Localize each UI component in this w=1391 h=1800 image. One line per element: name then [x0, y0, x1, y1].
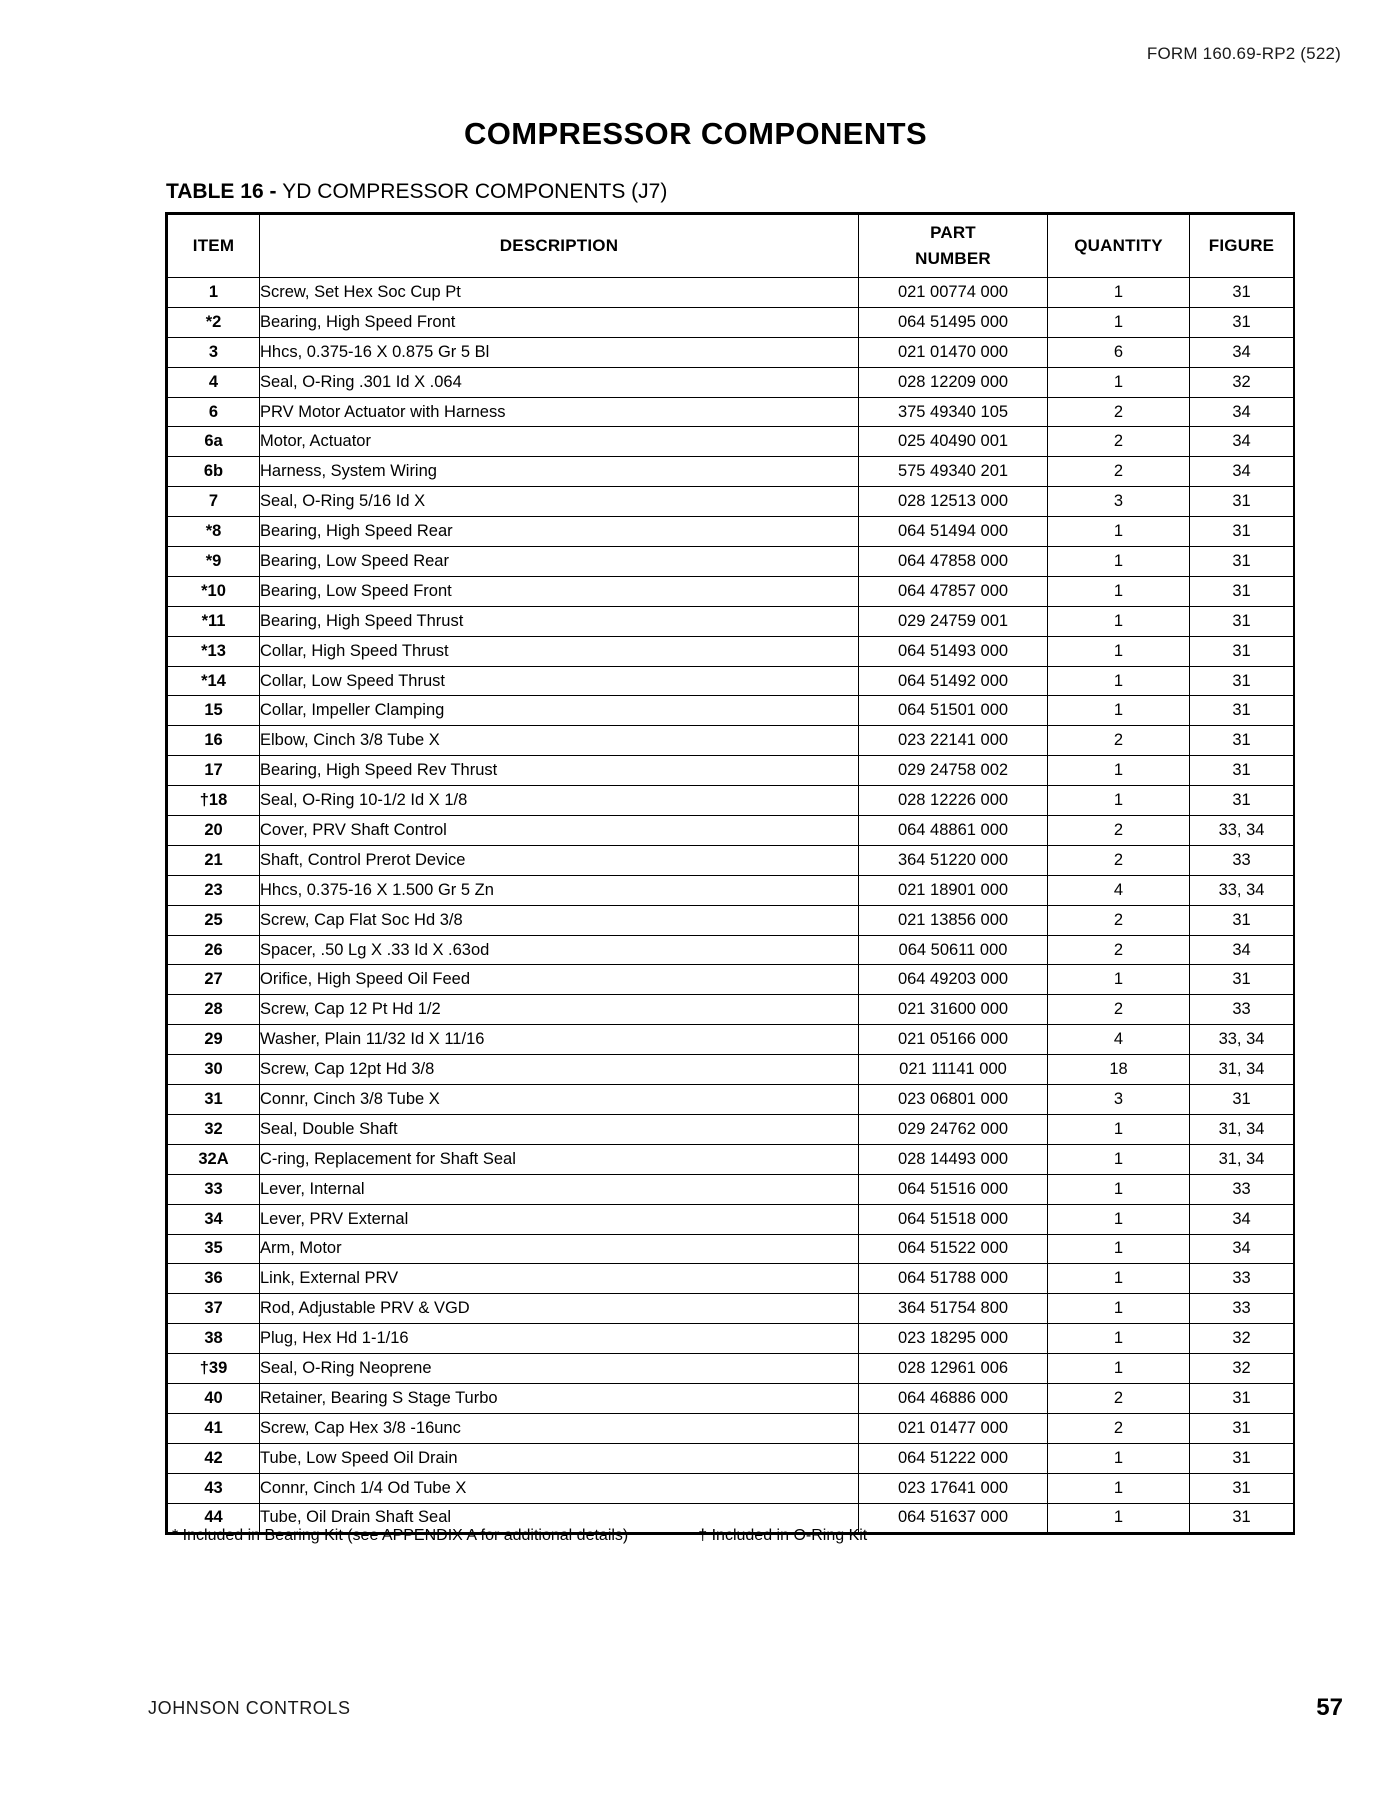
cell-figure: 31: [1190, 666, 1294, 696]
cell-part-number: 028 12513 000: [859, 487, 1048, 517]
cell-figure: 31: [1190, 905, 1294, 935]
column-header-item: ITEM: [168, 215, 260, 278]
cell-figure: 32: [1190, 1354, 1294, 1384]
cell-quantity: 1: [1048, 1264, 1190, 1294]
cell-part-number: 364 51220 000: [859, 845, 1048, 875]
cell-description: PRV Motor Actuator with Harness: [260, 397, 859, 427]
table-row: [168, 547, 1294, 577]
cell-item: *9: [168, 547, 260, 577]
cell-quantity: 1: [1048, 786, 1190, 816]
cell-item: 41: [168, 1413, 260, 1443]
cell-figure: 33, 34: [1190, 875, 1294, 905]
table-row: [168, 1264, 1294, 1294]
table-row: [168, 905, 1294, 935]
table-row: [168, 636, 1294, 666]
cell-quantity: 2: [1048, 397, 1190, 427]
cell-quantity: 1: [1048, 278, 1190, 308]
cell-figure: 31: [1190, 547, 1294, 577]
cell-figure: 31, 34: [1190, 1114, 1294, 1144]
cell-part-number: 021 18901 000: [859, 875, 1048, 905]
cell-figure: 31: [1190, 517, 1294, 547]
cell-item: 32: [168, 1114, 260, 1144]
cell-item: 6a: [168, 427, 260, 457]
document-footer: [0, 1694, 1391, 1728]
cell-item: 17: [168, 756, 260, 786]
cell-quantity: 2: [1048, 726, 1190, 756]
cell-quantity: 18: [1048, 1055, 1190, 1085]
cell-part-number: 029 24758 002: [859, 756, 1048, 786]
cell-figure: 34: [1190, 427, 1294, 457]
cell-quantity: 1: [1048, 547, 1190, 577]
cell-description: Screw, Set Hex Soc Cup Pt: [260, 278, 859, 308]
table-row: [168, 427, 1294, 457]
table-row: [168, 606, 1294, 636]
cell-quantity: 1: [1048, 965, 1190, 995]
cell-quantity: 1: [1048, 1324, 1190, 1354]
footnote-bearing-kit: * Included in Bearing Kit (see APPENDIX A for additional details): [172, 1527, 629, 1544]
cell-description: Seal, O-Ring 5/16 Id X: [260, 487, 859, 517]
cell-item: 25: [168, 905, 260, 935]
table-row: [168, 278, 1294, 308]
cell-item: †18: [168, 786, 260, 816]
cell-item: †39: [168, 1354, 260, 1384]
cell-quantity: 6: [1048, 337, 1190, 367]
cell-quantity: 1: [1048, 1174, 1190, 1204]
cell-item: 27: [168, 965, 260, 995]
cell-description: Screw, Cap Hex 3/8 -16unc: [260, 1413, 859, 1443]
cell-description: Hhcs, 0.375-16 X 0.875 Gr 5 Bl: [260, 337, 859, 367]
cell-description: Connr, Cinch 3/8 Tube X: [260, 1085, 859, 1115]
cell-quantity: 1: [1048, 1114, 1190, 1144]
column-header-part-line1: PART: [930, 222, 976, 242]
cell-part-number: 028 14493 000: [859, 1144, 1048, 1174]
cell-quantity: 2: [1048, 1413, 1190, 1443]
cell-part-number: 375 49340 105: [859, 397, 1048, 427]
cell-part-number: 021 01477 000: [859, 1413, 1048, 1443]
table-row: [168, 696, 1294, 726]
cell-figure: 33, 34: [1190, 816, 1294, 846]
cell-quantity: 1: [1048, 1503, 1190, 1533]
table-row: [168, 875, 1294, 905]
cell-quantity: 2: [1048, 905, 1190, 935]
table-row: [168, 576, 1294, 606]
cell-description: Bearing, High Speed Thrust: [260, 606, 859, 636]
cell-part-number: 025 40490 001: [859, 427, 1048, 457]
footer-brand: JOHNSON CONTROLS: [148, 1698, 351, 1718]
cell-description: Elbow, Cinch 3/8 Tube X: [260, 726, 859, 756]
cell-quantity: 1: [1048, 1443, 1190, 1473]
cell-description: Retainer, Bearing S Stage Turbo: [260, 1383, 859, 1413]
cell-figure: 33: [1190, 1294, 1294, 1324]
cell-part-number: 064 51518 000: [859, 1204, 1048, 1234]
cell-figure: 31: [1190, 307, 1294, 337]
table-row: [168, 995, 1294, 1025]
cell-quantity: 1: [1048, 756, 1190, 786]
cell-part-number: 064 51788 000: [859, 1264, 1048, 1294]
cell-quantity: 2: [1048, 816, 1190, 846]
cell-item: 36: [168, 1264, 260, 1294]
column-header-quantity: QUANTITY: [1048, 215, 1190, 278]
cell-quantity: 2: [1048, 1383, 1190, 1413]
cell-figure: 31: [1190, 1503, 1294, 1533]
table-row: [168, 756, 1294, 786]
cell-part-number: 064 51493 000: [859, 636, 1048, 666]
cell-quantity: 1: [1048, 517, 1190, 547]
table-row: [168, 1085, 1294, 1115]
cell-quantity: 3: [1048, 487, 1190, 517]
cell-description: Shaft, Control Prerot Device: [260, 845, 859, 875]
cell-description: Lever, PRV External: [260, 1204, 859, 1234]
cell-figure: 34: [1190, 1234, 1294, 1264]
cell-figure: 31: [1190, 1443, 1294, 1473]
cell-quantity: 1: [1048, 696, 1190, 726]
cell-figure: 31: [1190, 1085, 1294, 1115]
cell-part-number: 023 17641 000: [859, 1473, 1048, 1503]
table-row: [168, 307, 1294, 337]
cell-figure: 31: [1190, 1473, 1294, 1503]
cell-description: Connr, Cinch 1/4 Od Tube X: [260, 1473, 859, 1503]
cell-description: Bearing, Low Speed Rear: [260, 547, 859, 577]
cell-part-number: 064 46886 000: [859, 1383, 1048, 1413]
table-row: [168, 397, 1294, 427]
cell-quantity: 2: [1048, 935, 1190, 965]
page-title: COMPRESSOR COMPONENTS: [463, 116, 928, 151]
cell-item: 33: [168, 1174, 260, 1204]
table-row: [168, 845, 1294, 875]
table-row: [168, 1234, 1294, 1264]
cell-description: Tube, Low Speed Oil Drain: [260, 1443, 859, 1473]
cell-figure: 33: [1190, 995, 1294, 1025]
cell-figure: 33: [1190, 845, 1294, 875]
cell-figure: 31, 34: [1190, 1055, 1294, 1085]
cell-item: 4: [168, 367, 260, 397]
cell-item: 32A: [168, 1144, 260, 1174]
cell-part-number: 064 50611 000: [859, 935, 1048, 965]
cell-description: Screw, Cap 12 Pt Hd 1/2: [260, 995, 859, 1025]
table-row: [168, 517, 1294, 547]
cell-item: 23: [168, 875, 260, 905]
cell-part-number: 029 24759 001: [859, 606, 1048, 636]
cell-part-number: 028 12961 006: [859, 1354, 1048, 1384]
cell-item: 31: [168, 1085, 260, 1115]
table-row: [168, 487, 1294, 517]
cell-item: 26: [168, 935, 260, 965]
cell-quantity: 1: [1048, 1294, 1190, 1324]
cell-item: *11: [168, 606, 260, 636]
footnotes: [172, 1527, 1292, 1545]
cell-part-number: 023 22141 000: [859, 726, 1048, 756]
cell-figure: 31: [1190, 1413, 1294, 1443]
cell-description: Arm, Motor: [260, 1234, 859, 1264]
cell-quantity: 1: [1048, 1473, 1190, 1503]
cell-item: *14: [168, 666, 260, 696]
cell-figure: 31: [1190, 487, 1294, 517]
cell-part-number: 064 49203 000: [859, 965, 1048, 995]
cell-part-number: 021 05166 000: [859, 1025, 1048, 1055]
cell-item: 44: [168, 1503, 260, 1533]
cell-quantity: 2: [1048, 457, 1190, 487]
cell-part-number: 021 00774 000: [859, 278, 1048, 308]
cell-description: Motor, Actuator: [260, 427, 859, 457]
cell-part-number: 364 51754 800: [859, 1294, 1048, 1324]
cell-description: Lever, Internal: [260, 1174, 859, 1204]
cell-description: Collar, Impeller Clamping: [260, 696, 859, 726]
cell-quantity: 1: [1048, 367, 1190, 397]
cell-description: Seal, O-Ring .301 Id X .064: [260, 367, 859, 397]
table-row: [168, 1383, 1294, 1413]
table-row: [168, 457, 1294, 487]
table-caption-text: YD COMPRESSOR COMPONENTS (J7): [282, 180, 668, 203]
cell-figure: 31: [1190, 726, 1294, 756]
cell-quantity: 4: [1048, 1025, 1190, 1055]
cell-quantity: 1: [1048, 576, 1190, 606]
cell-part-number: 021 11141 000: [859, 1055, 1048, 1085]
parts-table-body: [168, 278, 1294, 1533]
table-row: [168, 1144, 1294, 1174]
cell-figure: 34: [1190, 457, 1294, 487]
cell-description: Collar, High Speed Thrust: [260, 636, 859, 666]
cell-part-number: 064 51222 000: [859, 1443, 1048, 1473]
cell-item: 30: [168, 1055, 260, 1085]
cell-part-number: 064 51501 000: [859, 696, 1048, 726]
cell-figure: 34: [1190, 337, 1294, 367]
cell-figure: 31: [1190, 1383, 1294, 1413]
cell-item: *10: [168, 576, 260, 606]
cell-quantity: 2: [1048, 845, 1190, 875]
cell-description: Plug, Hex Hd 1-1/16: [260, 1324, 859, 1354]
cell-item: 43: [168, 1473, 260, 1503]
cell-figure: 34: [1190, 935, 1294, 965]
table-row: [168, 1443, 1294, 1473]
cell-item: *2: [168, 307, 260, 337]
table-header-row: [168, 215, 1294, 278]
table-row: [168, 1204, 1294, 1234]
cell-part-number: 023 18295 000: [859, 1324, 1048, 1354]
cell-description: Link, External PRV: [260, 1264, 859, 1294]
table-row: [168, 1473, 1294, 1503]
table-row: [168, 1114, 1294, 1144]
cell-figure: 34: [1190, 397, 1294, 427]
cell-item: 37: [168, 1294, 260, 1324]
cell-description: Collar, Low Speed Thrust: [260, 666, 859, 696]
table-row: [168, 1324, 1294, 1354]
cell-quantity: 1: [1048, 1204, 1190, 1234]
cell-part-number: 064 51492 000: [859, 666, 1048, 696]
cell-part-number: 021 01470 000: [859, 337, 1048, 367]
cell-item: *13: [168, 636, 260, 666]
cell-part-number: 064 47857 000: [859, 576, 1048, 606]
cell-part-number: 064 51516 000: [859, 1174, 1048, 1204]
cell-item: 7: [168, 487, 260, 517]
cell-quantity: 1: [1048, 1234, 1190, 1264]
table-row: [168, 786, 1294, 816]
cell-description: Hhcs, 0.375-16 X 1.500 Gr 5 Zn: [260, 875, 859, 905]
form-code-header: FORM 160.69-RP2 (522): [1146, 44, 1341, 63]
cell-figure: 32: [1190, 1324, 1294, 1354]
cell-quantity: 3: [1048, 1085, 1190, 1115]
cell-description: Seal, Double Shaft: [260, 1114, 859, 1144]
cell-quantity: 1: [1048, 606, 1190, 636]
cell-quantity: 1: [1048, 307, 1190, 337]
cell-part-number: 064 51637 000: [859, 1503, 1048, 1533]
table-row: [168, 965, 1294, 995]
cell-part-number: 064 47858 000: [859, 547, 1048, 577]
cell-description: Bearing, High Speed Front: [260, 307, 859, 337]
table-row: [168, 1055, 1294, 1085]
table-caption-label: TABLE 16 -: [166, 180, 283, 203]
cell-part-number: 064 51495 000: [859, 307, 1048, 337]
table-caption: [166, 180, 667, 204]
cell-figure: 33: [1190, 1264, 1294, 1294]
cell-description: Seal, O-Ring 10-1/2 Id X 1/8: [260, 786, 859, 816]
cell-figure: 31: [1190, 786, 1294, 816]
cell-item: 15: [168, 696, 260, 726]
table-row: [168, 1413, 1294, 1443]
cell-item: 42: [168, 1443, 260, 1473]
cell-figure: 31: [1190, 756, 1294, 786]
cell-figure: 33, 34: [1190, 1025, 1294, 1055]
cell-description: Bearing, High Speed Rear: [260, 517, 859, 547]
table-row: [168, 726, 1294, 756]
cell-part-number: 021 13856 000: [859, 905, 1048, 935]
cell-description: Orifice, High Speed Oil Feed: [260, 965, 859, 995]
cell-figure: 33: [1190, 1174, 1294, 1204]
cell-item: *8: [168, 517, 260, 547]
cell-part-number: 028 12209 000: [859, 367, 1048, 397]
cell-item: 16: [168, 726, 260, 756]
cell-description: Rod, Adjustable PRV & VGD: [260, 1294, 859, 1324]
cell-part-number: 064 51522 000: [859, 1234, 1048, 1264]
cell-item: 6b: [168, 457, 260, 487]
cell-description: Screw, Cap 12pt Hd 3/8: [260, 1055, 859, 1085]
cell-part-number: 021 31600 000: [859, 995, 1048, 1025]
cell-item: 29: [168, 1025, 260, 1055]
cell-item: 34: [168, 1204, 260, 1234]
parts-table-head: [168, 215, 1294, 278]
table-row: [168, 1294, 1294, 1324]
cell-figure: 31, 34: [1190, 1144, 1294, 1174]
cell-figure: 32: [1190, 367, 1294, 397]
cell-description: Seal, O-Ring Neoprene: [260, 1354, 859, 1384]
cell-part-number: 064 48861 000: [859, 816, 1048, 846]
cell-part-number: 029 24762 000: [859, 1114, 1048, 1144]
cell-description: Screw, Cap Flat Soc Hd 3/8: [260, 905, 859, 935]
cell-figure: 31: [1190, 696, 1294, 726]
cell-description: Harness, System Wiring: [260, 457, 859, 487]
cell-description: Bearing, High Speed Rev Thrust: [260, 756, 859, 786]
cell-item: 28: [168, 995, 260, 1025]
column-header-part-line2: NUMBER: [915, 249, 991, 268]
column-header-part-number: [859, 215, 1048, 278]
table-row: [168, 367, 1294, 397]
cell-figure: 31: [1190, 576, 1294, 606]
column-header-description: DESCRIPTION: [260, 215, 859, 278]
cell-quantity: 1: [1048, 666, 1190, 696]
cell-part-number: 064 51494 000: [859, 517, 1048, 547]
parts-table: [167, 214, 1294, 1533]
cell-figure: 34: [1190, 1204, 1294, 1234]
cell-item: 38: [168, 1324, 260, 1354]
table-row: [168, 1025, 1294, 1055]
footnote-oring-kit: † Included in O-Ring Kit: [698, 1527, 868, 1544]
cell-description: Washer, Plain 11/32 Id X 11/16: [260, 1025, 859, 1055]
footer-page-number: 57: [1316, 1694, 1343, 1721]
cell-figure: 31: [1190, 606, 1294, 636]
table-row: [168, 337, 1294, 367]
cell-description: Spacer, .50 Lg X .33 Id X .63od: [260, 935, 859, 965]
cell-quantity: 2: [1048, 427, 1190, 457]
cell-figure: 31: [1190, 278, 1294, 308]
cell-figure: 31: [1190, 636, 1294, 666]
cell-quantity: 2: [1048, 995, 1190, 1025]
cell-figure: 31: [1190, 965, 1294, 995]
cell-part-number: 028 12226 000: [859, 786, 1048, 816]
cell-item: 1: [168, 278, 260, 308]
cell-item: 20: [168, 816, 260, 846]
cell-item: 3: [168, 337, 260, 367]
cell-description: Bearing, Low Speed Front: [260, 576, 859, 606]
cell-item: 21: [168, 845, 260, 875]
table-row: [168, 666, 1294, 696]
cell-quantity: 1: [1048, 1144, 1190, 1174]
cell-part-number: 575 49340 201: [859, 457, 1048, 487]
cell-item: 6: [168, 397, 260, 427]
table-row: [168, 816, 1294, 846]
cell-quantity: 4: [1048, 875, 1190, 905]
cell-item: 35: [168, 1234, 260, 1264]
cell-description: C-ring, Replacement for Shaft Seal: [260, 1144, 859, 1174]
cell-part-number: 023 06801 000: [859, 1085, 1048, 1115]
cell-quantity: 1: [1048, 636, 1190, 666]
table-row: [168, 935, 1294, 965]
table-row: [168, 1354, 1294, 1384]
cell-description: Cover, PRV Shaft Control: [260, 816, 859, 846]
cell-quantity: 1: [1048, 1354, 1190, 1384]
column-header-figure: FIGURE: [1190, 215, 1294, 278]
cell-description: Tube, Oil Drain Shaft Seal: [260, 1503, 859, 1533]
cell-item: 40: [168, 1383, 260, 1413]
parts-table-container: [165, 212, 1295, 1535]
table-row: [168, 1174, 1294, 1204]
